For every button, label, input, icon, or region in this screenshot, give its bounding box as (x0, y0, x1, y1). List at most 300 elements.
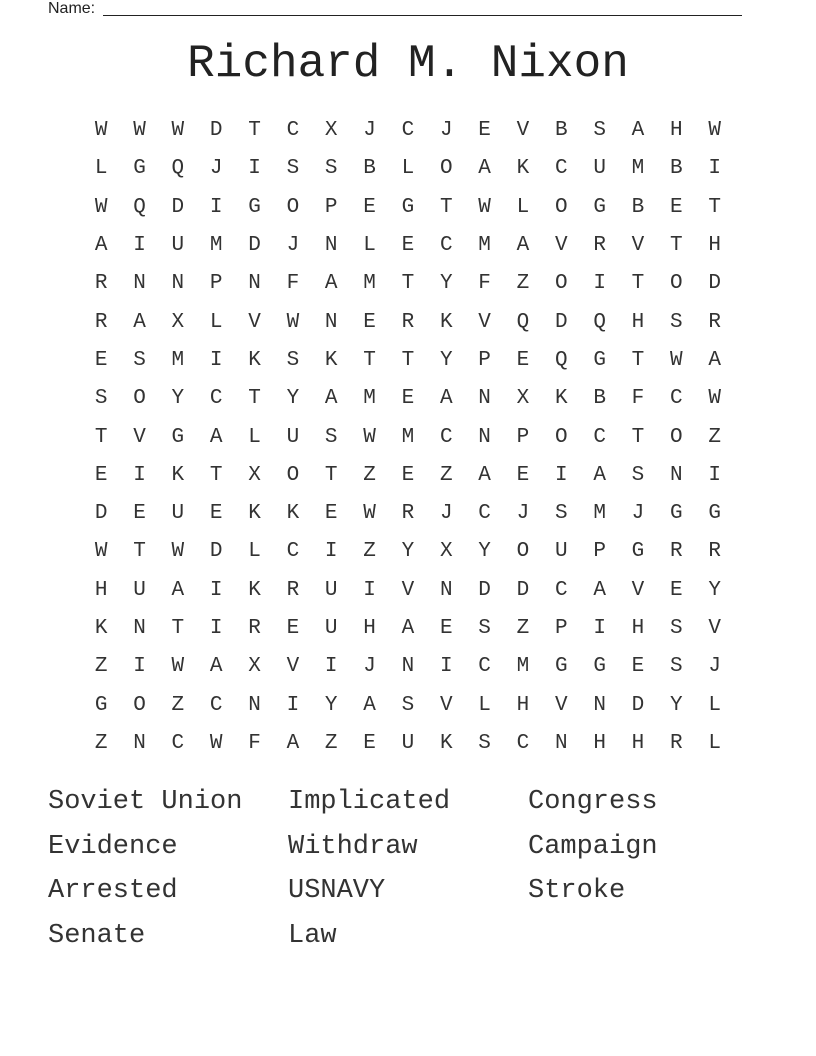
grid-cell: N (401, 655, 415, 679)
grid-cell: F (631, 387, 645, 411)
grid-cell: E (363, 310, 376, 334)
grid-cell: M (401, 425, 415, 449)
word-list-item: USNAVY (288, 876, 386, 907)
grid-cell: W (363, 502, 376, 526)
grid-cell: R (708, 540, 721, 564)
grid-cell: A (324, 387, 338, 411)
grid-cell: T (401, 272, 415, 296)
grid-cell: R (670, 540, 683, 564)
grid-cell: T (363, 348, 376, 372)
name-label: Name: (48, 0, 96, 17)
grid-cell: V (401, 578, 415, 602)
grid-row (82, 533, 734, 571)
grid-cell: E (478, 119, 491, 143)
grid-cell: E (401, 234, 415, 258)
grid-cell: X (324, 119, 338, 143)
grid-cell: O (670, 272, 683, 296)
grid-cell: K (286, 502, 300, 526)
grid-cell: N (248, 693, 261, 717)
grid-cell: J (209, 157, 223, 181)
grid-cell: T (631, 348, 645, 372)
grid-cell: S (670, 310, 683, 334)
grid-cell: E (439, 617, 453, 640)
grid-cell: P (593, 540, 606, 564)
grid-cell: C (478, 502, 491, 526)
grid-row (82, 303, 734, 341)
grid-cell: I (324, 655, 338, 679)
grid-cell: R (708, 310, 721, 334)
grid-cell: K (94, 617, 108, 640)
grid-cell: L (478, 693, 491, 717)
grid-cell: T (133, 540, 146, 564)
word-list-item: Senate (48, 921, 146, 952)
grid-cell: B (554, 119, 568, 143)
grid-cell: N (554, 731, 568, 755)
grid-cell: N (478, 425, 491, 449)
grid-row (82, 265, 734, 303)
grid-cell: G (593, 195, 606, 219)
grid-cell: J (516, 502, 530, 526)
grid-cell: N (133, 617, 146, 640)
grid-cell: E (363, 731, 376, 755)
grid-cell: D (631, 693, 645, 717)
grid-cell: C (593, 425, 606, 449)
grid-cell: A (593, 463, 606, 487)
grid-cell: Q (554, 348, 568, 372)
grid-cell: I (209, 348, 223, 372)
grid-cell: I (363, 578, 376, 602)
grid-cell: N (171, 272, 185, 296)
grid-cell: U (133, 578, 146, 602)
grid-cell: N (248, 272, 261, 296)
grid-cell: E (631, 655, 645, 679)
grid-row (82, 189, 734, 227)
grid-cell: V (286, 655, 300, 679)
word-list (48, 780, 768, 959)
grid-cell: X (516, 387, 530, 411)
grid-cell: W (171, 655, 185, 679)
grid-cell: Q (516, 310, 530, 334)
grid-cell: K (171, 463, 185, 487)
grid-cell: G (171, 425, 185, 449)
grid-cell: S (324, 157, 338, 181)
grid-row (82, 227, 734, 265)
grid-cell: D (478, 578, 491, 602)
name-underline (103, 15, 742, 16)
grid-cell: K (439, 731, 453, 755)
grid-cell: S (286, 157, 300, 181)
grid-cell: D (209, 540, 223, 564)
grid-cell: R (593, 234, 606, 258)
grid-cell: L (516, 195, 530, 219)
grid-cell: S (401, 693, 415, 717)
grid-cell: J (708, 655, 721, 679)
grid-cell: V (708, 617, 721, 640)
grid-cell: W (171, 540, 185, 564)
grid-cell: Y (708, 578, 721, 602)
grid-cell: M (478, 234, 491, 258)
grid-cell: C (286, 540, 300, 564)
grid-cell: M (631, 157, 645, 181)
grid-cell: B (363, 157, 376, 181)
grid-row (82, 610, 734, 648)
grid-cell: Y (286, 387, 300, 411)
grid-cell: V (478, 310, 491, 334)
grid-cell: G (670, 502, 683, 526)
grid-cell: G (94, 693, 108, 717)
grid-cell: X (171, 310, 185, 334)
grid-cell: K (554, 387, 568, 411)
grid-cell: E (209, 502, 223, 526)
grid-cell: M (593, 502, 606, 526)
grid-cell: J (439, 119, 453, 143)
grid-cell: C (554, 578, 568, 602)
grid-cell: W (708, 119, 721, 143)
grid-cell: D (171, 195, 185, 219)
grid-cell: Z (363, 463, 376, 487)
grid-cell: P (209, 272, 223, 296)
grid-cell: I (248, 157, 261, 181)
grid-cell: G (708, 502, 721, 526)
grid-row (82, 418, 734, 456)
grid-cell: W (94, 195, 108, 219)
grid-cell: A (516, 234, 530, 258)
grid-cell: Z (516, 272, 530, 296)
grid-cell: X (248, 463, 261, 487)
grid-cell: V (631, 234, 645, 258)
grid-cell: P (554, 617, 568, 640)
word-list-item: Withdraw (288, 831, 418, 862)
grid-cell: N (324, 310, 338, 334)
grid-cell: M (363, 272, 376, 296)
grid-cell: S (94, 387, 108, 411)
grid-cell: J (363, 119, 376, 143)
grid-cell: B (593, 387, 606, 411)
grid-cell: R (248, 617, 261, 640)
grid-cell: O (670, 425, 683, 449)
word-list-item: Congress (528, 787, 658, 817)
grid-cell: L (209, 310, 223, 334)
grid-cell: Z (516, 617, 530, 640)
grid-cell: D (554, 310, 568, 334)
grid-cell: B (631, 195, 645, 219)
grid-cell: I (593, 617, 606, 640)
grid-cell: C (401, 119, 415, 143)
grid-cell: R (94, 310, 108, 334)
grid-cell: A (209, 655, 223, 679)
grid-cell: C (171, 731, 185, 755)
grid-cell: L (248, 425, 261, 449)
grid-cell: I (439, 655, 453, 679)
grid-cell: V (554, 693, 568, 717)
grid-row (82, 150, 734, 188)
grid-cell: A (631, 119, 645, 143)
grid-cell: E (324, 502, 338, 526)
grid-cell: K (324, 348, 338, 372)
grid-cell: Z (94, 655, 108, 679)
grid-cell: F (478, 272, 491, 296)
grid-cell: O (439, 157, 453, 181)
grid-cell: T (248, 119, 261, 143)
grid-cell: D (94, 502, 108, 526)
grid-cell: D (708, 272, 721, 296)
grid-cell: G (554, 655, 568, 679)
grid-cell: H (631, 310, 645, 334)
grid-cell: I (133, 234, 146, 258)
grid-row (82, 380, 734, 418)
grid-cell: Q (133, 195, 146, 219)
grid-cell: I (209, 578, 223, 602)
grid-cell: S (631, 463, 645, 487)
grid-cell: V (516, 119, 530, 143)
grid-cell: V (631, 578, 645, 602)
grid-cell: M (363, 387, 376, 411)
grid-cell: I (286, 693, 300, 717)
grid-row (82, 686, 734, 724)
name-field (48, 0, 742, 18)
grid-cell: H (593, 731, 606, 755)
grid-row (82, 572, 734, 610)
grid-cell: H (708, 234, 721, 258)
grid-row (82, 112, 734, 150)
grid-cell: S (286, 348, 300, 372)
grid-cell: V (554, 234, 568, 258)
word-list-item: Law (288, 921, 337, 952)
grid-cell: A (324, 272, 338, 296)
grid-cell: T (631, 425, 645, 449)
grid-cell: R (401, 502, 415, 526)
grid-cell: C (670, 387, 683, 411)
grid-cell: W (94, 119, 108, 143)
grid-cell: T (439, 195, 453, 219)
grid-cell: D (248, 234, 261, 258)
grid-cell: W (363, 425, 376, 449)
grid-cell: T (670, 234, 683, 258)
grid-cell: Q (593, 310, 606, 334)
grid-cell: I (554, 463, 568, 487)
grid-cell: U (171, 502, 185, 526)
grid-cell: S (593, 119, 606, 143)
grid-cell: W (478, 195, 491, 219)
grid-cell: J (439, 502, 453, 526)
grid-cell: C (209, 693, 223, 717)
grid-cell: N (324, 234, 338, 258)
grid-row (82, 725, 734, 763)
grid-cell: O (516, 540, 530, 564)
grid-cell: Z (324, 731, 338, 755)
grid-row (82, 342, 734, 380)
grid-cell: E (670, 578, 683, 602)
grid-cell: S (478, 617, 491, 640)
grid-cell: W (670, 348, 683, 372)
grid-cell: I (133, 463, 146, 487)
grid-cell: E (94, 348, 108, 372)
word-list-item: Implicated (288, 787, 451, 817)
grid-cell: W (286, 310, 300, 334)
grid-cell: B (670, 157, 683, 181)
grid-cell: C (554, 157, 568, 181)
grid-row (82, 495, 734, 533)
grid-cell: C (516, 731, 530, 755)
word-list-item: Soviet Union (48, 787, 243, 817)
grid-cell: H (631, 731, 645, 755)
grid-cell: P (516, 425, 530, 449)
grid-cell: E (401, 387, 415, 411)
grid-cell: S (478, 731, 491, 755)
grid-cell: A (478, 157, 491, 181)
grid-cell: S (670, 617, 683, 640)
grid-cell: Y (670, 693, 683, 717)
grid-cell: A (401, 617, 415, 640)
grid-cell: G (133, 157, 146, 181)
grid-cell: A (478, 463, 491, 487)
grid-cell: K (439, 310, 453, 334)
grid-row (82, 457, 734, 495)
grid-cell: A (133, 310, 146, 334)
grid-cell: E (133, 502, 146, 526)
grid-cell: Z (439, 463, 453, 487)
grid-cell: J (631, 502, 645, 526)
grid-cell: E (516, 348, 530, 372)
grid-cell: T (171, 617, 185, 640)
grid-cell: T (248, 387, 261, 411)
grid-cell: S (670, 655, 683, 679)
grid-cell: T (209, 463, 223, 487)
grid-cell: F (248, 731, 261, 755)
grid-cell: E (94, 463, 108, 487)
grid-cell: H (516, 693, 530, 717)
grid-cell: O (554, 425, 568, 449)
grid-cell: I (209, 195, 223, 219)
grid-cell: Z (708, 425, 721, 449)
word-list-item: Stroke (528, 876, 626, 907)
grid-cell: R (94, 272, 108, 296)
grid-cell: S (133, 348, 146, 372)
word-list-item: Arrested (48, 876, 178, 907)
grid-cell: N (439, 578, 453, 602)
grid-cell: N (133, 731, 146, 755)
grid-cell: A (708, 348, 721, 372)
grid-cell: Z (94, 731, 108, 755)
grid-cell: A (94, 234, 108, 258)
grid-cell: Y (324, 693, 338, 717)
grid-cell: C (439, 234, 453, 258)
grid-cell: I (593, 272, 606, 296)
grid-cell: U (324, 578, 338, 602)
grid-cell: Y (401, 540, 415, 564)
grid-cell: I (133, 655, 146, 679)
grid-row (82, 648, 734, 686)
grid-cell: E (516, 463, 530, 487)
grid-cell: F (286, 272, 300, 296)
grid-cell: L (94, 157, 108, 181)
grid-cell: D (516, 578, 530, 602)
grid-cell: Q (171, 157, 185, 181)
grid-cell: W (209, 731, 223, 755)
grid-cell: O (286, 195, 300, 219)
grid-cell: H (363, 617, 376, 640)
grid-cell: E (286, 617, 300, 640)
grid-cell: R (401, 310, 415, 334)
word-list-item: Evidence (48, 831, 178, 862)
grid-cell: A (209, 425, 223, 449)
grid-cell: W (171, 119, 185, 143)
grid-cell: D (209, 119, 223, 143)
grid-cell: C (209, 387, 223, 411)
grid-cell: L (401, 157, 415, 181)
grid-cell: U (324, 617, 338, 640)
grid-cell: I (708, 157, 721, 181)
grid-cell: W (708, 387, 721, 411)
grid-cell: K (248, 502, 261, 526)
grid-cell: N (478, 387, 491, 411)
grid-cell: Z (171, 693, 185, 717)
grid-cell: T (401, 348, 415, 372)
grid-cell: G (248, 195, 261, 219)
grid-cell: K (248, 348, 261, 372)
grid-cell: A (593, 578, 606, 602)
grid-cell: H (670, 119, 683, 143)
grid-cell: U (286, 425, 300, 449)
page-title: Richard M. Nixon (187, 38, 629, 90)
grid-cell: T (631, 272, 645, 296)
grid-cell: M (171, 348, 185, 372)
grid-cell: T (94, 425, 108, 449)
grid-cell: J (286, 234, 300, 258)
grid-cell: K (248, 578, 261, 602)
grid-cell: Y (439, 272, 453, 296)
grid-cell: Y (171, 387, 185, 411)
grid-cell: K (516, 157, 530, 181)
grid-cell: U (401, 731, 415, 755)
grid-cell: M (516, 655, 530, 679)
grid-cell: J (363, 655, 376, 679)
word-list-item: Campaign (528, 831, 658, 862)
grid-cell: H (94, 578, 108, 602)
grid-cell: W (94, 540, 108, 564)
grid-cell: C (478, 655, 491, 679)
grid-cell: O (554, 195, 568, 219)
grid-cell: L (363, 234, 376, 258)
grid-cell: R (286, 578, 300, 602)
grid-cell: G (593, 348, 606, 372)
grid-cell: H (631, 617, 645, 640)
grid-cell: U (171, 234, 185, 258)
grid-cell: V (248, 310, 261, 334)
grid-cell: C (439, 425, 453, 449)
grid-cell: X (248, 655, 261, 679)
grid-cell: Y (439, 348, 453, 372)
grid-cell: T (324, 463, 338, 487)
grid-cell: A (439, 387, 453, 411)
grid-cell: O (286, 463, 300, 487)
grid-cell: P (478, 348, 491, 372)
grid-cell: E (363, 195, 376, 219)
grid-cell: G (593, 655, 606, 679)
grid-cell: Z (363, 540, 376, 564)
grid-cell: I (324, 540, 338, 564)
grid-cell: W (133, 119, 146, 143)
grid-cell: N (670, 463, 683, 487)
grid-cell: A (171, 578, 185, 602)
grid-cell: M (209, 234, 223, 258)
grid-cell: T (708, 195, 721, 219)
grid-cell: G (401, 195, 415, 219)
grid-cell: S (324, 425, 338, 449)
grid-cell: I (209, 617, 223, 640)
grid-cell: A (363, 693, 376, 717)
word-search-grid (82, 112, 734, 763)
